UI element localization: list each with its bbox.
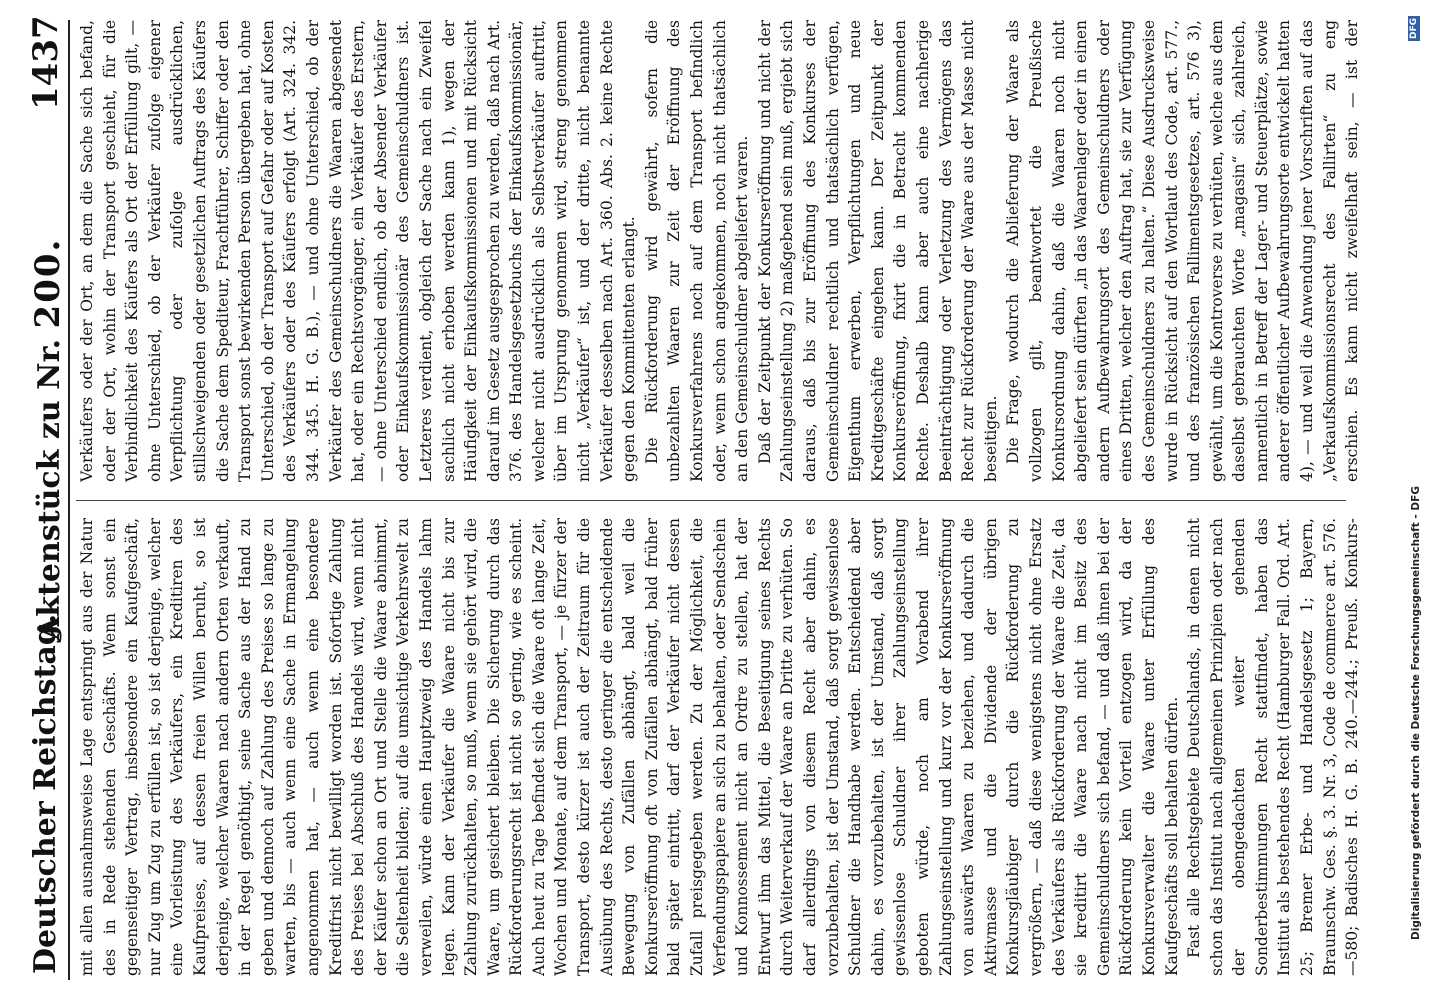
text-column-right [76,20,1366,482]
paragraph: Fast alle Rechtsgebiete Deutschlands, in denen nicht schon das Institut nach allgemeinen Prinzipien oder nach der obengedachten weiter gehenden Sonderbestimmungen Recht stattfindet, haben das Institut als bestehendes Recht (Hamburger Fall. Ord. Art. 25; Bremer Erbe- und Handelsgesetz 1; Bayern, Braunschw. Ges. §. 3. Nr. 3, Code de commerce art. 576.—580; Badisches H. G. B. 240.—244.; Preuß. Konkurs- [1185,518,1362,976]
paragraph: mit allen ausnahmsweise Lage entspringt aus der Natur des in Rede stehenden Geschäfts. Wenn sonst ein gegenseitiger Vertrag, insbesondere ein Kaufgeschäft, nur Zug um Zug zu erfüllen ist, so ist derjenige, welcher eine Vorleistung des Verkäufers, ein Kreditiren des Kaufpreises, auf dessen freien Willen beruht, so ist derjenige, welcher Waaren nach andern Orten verkauft, in der Regel genöthigt, seine Sache aus der Hand zu geben und dennoch auf Zahlung des Preises so lange zu warten, bis — auch wenn eine Sache in Ermangelung angenommen hat, — auch wenn eine besondere Kreditfrist nicht bewilligt worden ist. Sofortige Zahlung des Preises bei Abschluß des Handels wird, wenn nicht der Käufer schon an Ort und Stelle die Waare abnimmt, die Seltenheit bilden; auf die umsichtige Verkehrswelt zu verweilen, würde einen Hauptzweig des Handels lahm legen. Kann der Verkäufer die Waare nicht bis zur Zahlung zurückhalten, so muß, wenn sie gehört wird, die Waare, um gesichert bleiben. Die Sicherung durch das Rückforderungsrecht ist nicht so gering, wie es scheint. Auch heut zu Tage befindet sich die Waare oft lange Zeit, Wochen und Monate, auf dem Transport, — je fürzer der Transport, desto kürzer ist auch der Zeitraum für die Ausübung des Rechts, desto geringer die entscheidende Bewegung von Zufällen abhängt, bald weil die Konkurseröffnung oft von Zufällen abhängt, bald früher bald später eintritt, darf der Verkäufer nicht dessen Zufall preisgegeben werden. Zu der Möglichkeit, die Verfendungspapiere an sich zu behalten, oder Sendschein und Konnossement nicht an Ordre zu stellen, hat der Entwurf ihm das Mittel, die Beseitigung seines Rechts durch Weiterverkauf der Waare an Dritte zu verhüten. So darf allerdings von diesem Recht aber dahin, es vorzubehalten, ist der Umstand, daß sorgt gewissenlose Schuldner die Handhabe werden. Entscheidend aber dahin, es vorzubehalten, ist der Umstand, daß sorgt gewissenlose Schuldner ihrer Zahlungseinstellung geboten würde, noch am Vorabend ihrer Zahlungseinstellung und kurz vor der Konkurseröffnung von auswärts Waaren zu beziehen, und dadurch die Aktivmasse und die Dividende der übrigen Konkursgläubiger durch die Rückforderung zu vergrößern, — daß diese wenigstens nicht ohne Ersatz des Verkäufers als Rückforderung der Waare die Zeit, da sie kreditirt die Waare nach nicht im Besitz des Gemeinschuldners sich befand, — und daß ihnen bei der Rückforderung kein Vorteil entzogen wird, da der Konkursverwalter die Waare unter Erfüllung des Kaufgeschäfts soll behalten dürfen. [78,518,1181,976]
document-number: 200. [28,237,68,329]
text-column-left [76,518,1366,976]
paragraph: Die Rückforderung wird gewährt, sofern die unbezahlten Waaren zur Zeit der Eröffnung des Konkursverfahrens noch auf dem Transport befindlich oder, wenn schon angekommen, noch nicht thatsächlich an den Gemeinschuldner abgeliefert waren. [642,20,752,482]
digitization-note-text: Digitalisierung gefördert durch die Deutsche Forschungsgemeinschaft - DFG [1410,486,1422,940]
journal-title: Deutscher Reichstag. [28,613,63,974]
digitization-note [1404,60,1428,940]
document-reference-prefix: Aktenstück zu Nr. [32,338,67,640]
paragraph: Die Frage, wodurch die Ablieferung der Waare als vollzogen gilt, beantwortet die Preußische Konkursordnung dahin, daß die Waaren noch nicht abgeliefert sein dürften „in das Waarenlager oder in einen andern Aufbewahrungsort des Gemeinschuldners oder eines Dritten, welcher den Auftrag hat, sie zur Verfügung des Gemeinschuldners zu halten.“ Diese Ausdrucksweise wurde in Rücksicht auf den Wortlaut des Code, art. 577., und des französischen Fallimentsgesetzes, art. 576 3), gewählt, um die Kontroverse zu verhüten, welche aus dem daselbst gebrauchten Worte „magasin“ sich, zahlreich, namentlich in Betreff der Lager- und Steuerplätze, sowie anderer öffentlicher Aufbewahrungsorte entwickelt hatten 4), — und weil die Anwendung jener Vorschriften auf das „Verkaufskommissionsrecht des Fallirten“ zu eng erschien. Es kann nicht zweifelhaft sein, — ist der [1004,20,1362,482]
dfg-logo: DFG [1409,18,1419,40]
page-header [0,0,68,1000]
paragraph: Daß der Zeitpunkt der Konkurseröffnung und nicht der Zahlungseinstellung 2) maßgebend sein muß, ergiebt sich daraus, daß bis zur Eröffnung des Konkurses der Gemeinschuldner rechtlich und thatsächlich verfügen, Eigenthum erwerben, Verpflichtungen und neue Kreditgeschäfte eingehen kann. Der Zeitpunkt der Konkurseröffnung, fixirt die in Betracht kommenden Rechte. Deshalb kann aber auch eine nachherige Beeinträchtigung oder Verletzung des Vermögens das Recht zur Rückforderung der Waare aus der Masse nicht beseitigen. [755,20,1000,482]
document-reference [28,238,68,640]
column-divider [76,500,1346,501]
paragraph: Verkäufers oder der Ort, an dem die Sache sich befand, oder der Ort, wohin der Transport geschieht, für die Verbindlichkeit des Käufers als Ort der Erfüllung gilt, — ohne Unterschied, ob der Verkäufer zufolge eigener Verpflichtung oder zufolge ausdrücklichen, stillschweigenden oder gesetzlichen Auftrags des Käufers die Sache dem Spediteur, Frachtführer, Schiffer oder den Transport sonst bewirkenden Person übergeben hat, ohne Unterschied, ob der Transport auf Gefahr oder auf Kosten des Verkäufers oder des Käufers erfolgt (Art. 324. 342. 344. 345. H. G. B.), — und ohne Unterschied, ob der Verkäufer des Gemeinschuldners die Waaren abgesendet hat, oder ein Rechtsvorgänger, ein Verkäufer des Erstern, — ohne Unterschied endlich, ob der Absender Verkäufer oder Einkaufskommissionär des Gemeinschuldners ist. Letzteres verdient, obgleich der Sache nach ein Zweifel sachlich nicht erhoben werden kann 1), wegen der Häufigkeit der Einkaufskommissionen und mit Rücksicht darauf im Gesetz ausgesprochen zu werden, daß nach Art. 376. des Handelsgesetzbuchs der Einkaufskommissionär, welcher nicht ausdrücklich als Selbstverkäufer auftritt, über im Ursprung genommen wird, streng genommen nicht „Verkäufer“ ist, und der dritte, nicht benannte Verkäufer desselben nach Art. 360. Abs. 2. keine Rechte gegen den Kommittenten erlangt. [78,20,639,482]
header-rule [68,20,70,980]
page-number: 1437 [26,15,66,110]
